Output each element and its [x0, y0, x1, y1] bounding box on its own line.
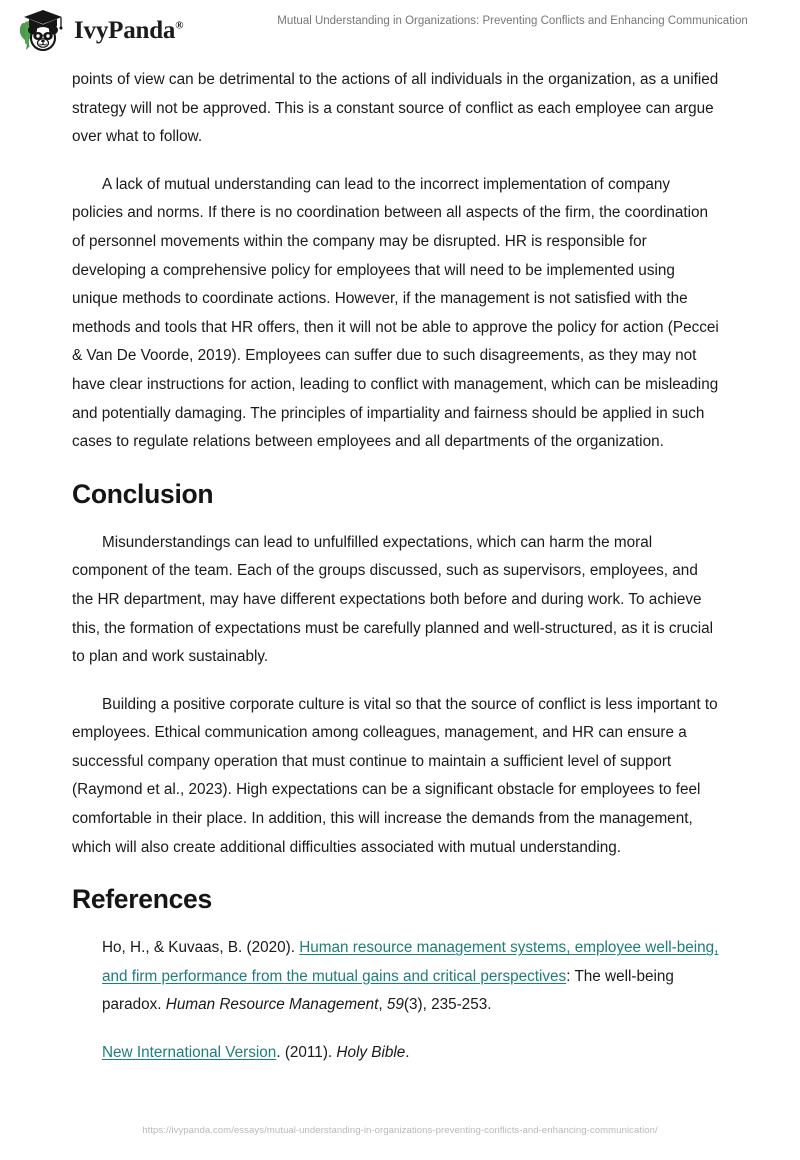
paragraph-misunderstandings: Misunderstandings can lead to unfulfilled expectations, which can harm the moral component of the team. Each of the groups discussed, such as supervisors, employees, and the HR department, may have different expectations both before and during work. To achieve this, the formation of expectations must be carefully planned and well-structured, as it is crucial to plan and work sustainably.	[72, 533, 714, 666]
reference-subtitle: : The well-being paradox.	[102, 967, 674, 1014]
page-footer	[0, 1120, 800, 1138]
page-header	[0, 0, 800, 58]
source-url[interactable]: https://ivypanda.com/essays/mutual-understanding-in-organizations-preventing-conflicts-and-enhancing-communication/	[142, 1125, 658, 1136]
brand-name	[74, 18, 183, 43]
document-title-header: Mutual Understanding in Organizations: Preventing Conflicts and Enhancing Communication	[277, 15, 748, 27]
registered-trademark-symbol: ®	[175, 19, 184, 32]
reference-volume: 59	[386, 996, 404, 1014]
paragraph-mutual-understanding: A lack of mutual understanding can lead to the incorrect implementation of company policies and norms. If there is no coordination between all aspects of the firm, the coordination of personnel movements within the company may be disrupted. HR is responsible for developing a comprehensive policy for employees that will need to be implemented using unique methods to coordinate actions. However, if the management is not satisfied with the methods and tools that HR offers, then it will not be able to approve the policy for action (Peccei & Van De Voorde, 2019). Employees can suffer due to such disagreements, as they may not have clear instructions for action, leading to conflict with management, which can be misleading and potentially damaging. The principles of impartiality and fairness should be applied in such cases to regulate relations between employees and all departments of the organization.	[72, 175, 719, 451]
ivypanda-logo-icon	[14, 8, 68, 52]
paragraph-corporate-culture: Building a positive corporate culture is vital so that the source of conflict is less important to employees. Ethical communication among colleagues, management, and HR can ensure a successful company operation that must continue to maintain a sufficient level of support (Raymond et al., 2023). High expectations can be a significant obstacle for employees to feel comfortable in their place. In addition, this will increase the demands from the management, which will also create additional difficulties associated with mutual understanding.	[72, 695, 718, 856]
reference-link-ho-kuvaas[interactable]: Human resource management systems, employee well-being, and firm performance from the mutual gains and critical perspectives	[102, 939, 719, 985]
heading-conclusion: Conclusion	[72, 478, 214, 509]
reference-issue-pages: (3), 235-253.	[403, 996, 492, 1014]
reference-link-niv[interactable]: New International Version	[102, 1044, 277, 1062]
brand-logo[interactable]	[14, 8, 183, 52]
reference-niv-end: .	[405, 1044, 410, 1062]
reference-journal-name: Human Resource Management	[165, 996, 379, 1014]
reference-niv-title: Holy Bible	[336, 1044, 406, 1062]
reference-entry-niv	[72, 1039, 723, 1068]
reference-volume-separator: ,	[378, 996, 387, 1014]
reference-niv-year: . (2011).	[276, 1044, 337, 1062]
reference-authors-year: Ho, H., & Kuvaas, B. (2020).	[102, 939, 300, 957]
brand-name-text: IvyPanda	[74, 16, 176, 44]
document-body	[72, 66, 723, 1087]
paragraph-continued: points of view can be detrimental to the actions of all individuals in the organization, as a unified strategy will not be approved. This is a constant source of conflict as each employee can argue over what to follow.	[72, 71, 719, 146]
reference-entry-ho-kuvaas	[72, 934, 723, 1020]
heading-references: References	[72, 884, 212, 915]
